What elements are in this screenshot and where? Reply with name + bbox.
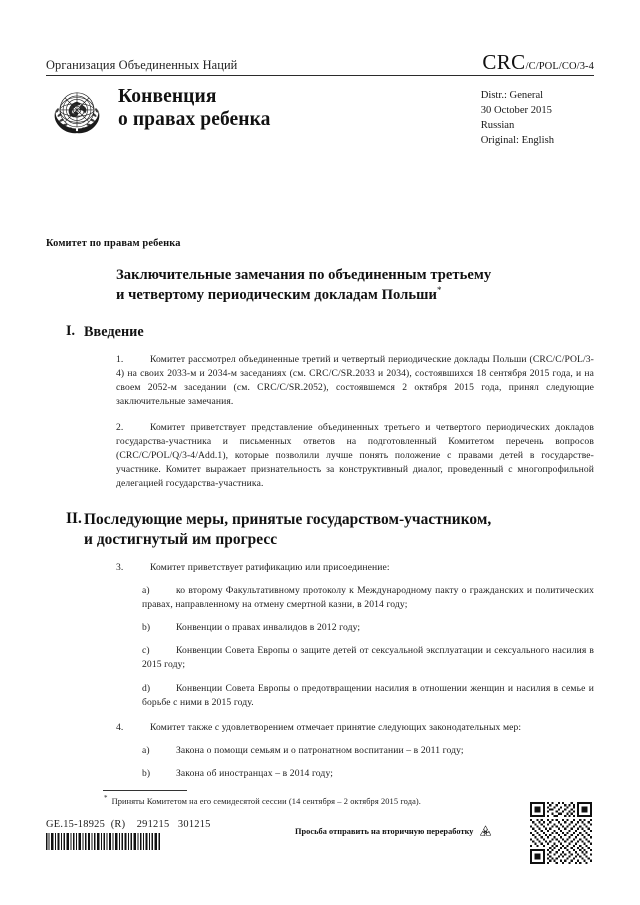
list-item-3d	[142, 682, 594, 710]
list-item-3d-text: Конвенции Совета Европы о предотвращении насилия в отношении женщин и насилия в семье и борьбе с ними в 2015 году.	[142, 682, 594, 708]
section-i-number: I.	[66, 323, 76, 340]
distribution-date: 30 October 2015	[480, 105, 552, 117]
document-symbol-main: CRC	[482, 50, 526, 74]
paragraph-4-number: 4.	[116, 722, 124, 734]
paragraph-1-number: 1.	[116, 353, 124, 365]
list-item-4b-letter: b)	[142, 768, 151, 780]
recycle-icon	[478, 824, 493, 839]
section-ii-label	[84, 510, 491, 550]
section-i-label: Введение	[84, 324, 144, 341]
list-item-3b-text: Конвенции о правах инвалидов в 2012 году;	[176, 622, 361, 634]
masthead-divider	[46, 75, 594, 76]
paragraph-2-number: 2.	[116, 421, 124, 433]
paragraph-2-text: Комитет приветствует представление объединенных третьего и четвертого периодических докладов государства-участника и письменных ответов на подготовленный Комитетом перечень вопросов (CRC/C/POL/Q/3-4/Add.1), которые позволили лучше понять положение с правами детей в государстве-участнике. Комитет выражает признательность за конструктивный диалог, проведенный с многопрофильной делегацией государства-участника.	[116, 421, 594, 490]
list-item-3b	[142, 621, 594, 635]
list-item-3a	[142, 584, 594, 612]
list-item-4b-text: Закона об иностранцах – в 2014 году;	[176, 768, 334, 780]
document-symbol-suffix: /C/POL/CO/3-4	[525, 61, 594, 72]
list-item-3c	[142, 644, 594, 672]
document-content	[46, 266, 594, 782]
list-item-4a-text: Закона о помощи семьям и о патронатном воспитании – в 2011 году;	[176, 745, 464, 757]
distribution-type: Distr.: General	[480, 90, 544, 101]
distribution-original: Original: English	[480, 135, 554, 147]
section-ii-label-line2: и достигнутый им прогресс	[84, 530, 278, 548]
list-item-4a	[142, 744, 594, 758]
title-footnote-marker: *	[436, 285, 442, 296]
job-number: GE.15-18925 (R) 291215 301215	[46, 819, 211, 830]
qr-code	[530, 802, 592, 864]
distribution-block	[481, 88, 594, 148]
distribution-language: Russian	[480, 120, 515, 132]
recycle-notice	[295, 824, 493, 839]
paragraph-1	[116, 353, 594, 410]
list-item-3d-letter: d)	[142, 682, 151, 694]
footnote	[104, 794, 574, 808]
list-item-3b-letter: b)	[142, 622, 151, 634]
footnote-separator	[103, 790, 187, 791]
list-item-4b	[142, 767, 594, 781]
organization-name: Организация Объединенных Наций	[46, 58, 238, 73]
recycle-text: Просьба отправить на вторичную переработку	[295, 827, 474, 836]
masthead	[46, 52, 594, 148]
barcode	[46, 833, 162, 850]
committee-name: Комитет по правам ребенка	[46, 238, 181, 249]
paragraph-4	[116, 721, 594, 735]
section-heading-i	[46, 323, 594, 341]
list-item-3a-letter: a)	[142, 584, 150, 596]
masthead-top-row	[46, 52, 594, 74]
paragraph-3-number: 3.	[116, 561, 124, 573]
document-title	[116, 266, 594, 305]
list-item-3c-text: Конвенции Совета Европы о защите детей от сексуальной эксплуатации и сексуального насилия в 2015 году;	[142, 645, 594, 671]
list-item-3c-letter: c)	[142, 645, 150, 657]
masthead-body-row	[46, 84, 594, 148]
list-item-3a-text: ко второму Факультативному протоколу к Международному пакту о гражданских и политических правах, направленному на отмену смертной казни, в 2014 году;	[142, 584, 594, 610]
convention-title	[118, 86, 271, 132]
convention-title-line1: Конвенция	[118, 86, 217, 107]
list-item-4a-letter: a)	[142, 745, 150, 757]
paragraph-1-text: Комитет рассмотрел объединенные третий и четвертый периодические доклады Польши (CRC/C/POL/3-4) на своих 2033-м и 2034-м заседаниях (см. CRC/C/SR.2033 и 2034), состоявшихся 18 сентября 2015 года, и на своем 2052-м заседании (см. CRC/C/SR.2052), состоявшемся 2 октября 2015 года, принял следующие заключительные замечания.	[116, 353, 594, 408]
un-emblem-icon	[46, 85, 108, 141]
footnote-marker: *	[104, 794, 108, 802]
emblem-and-title	[46, 84, 271, 141]
document-title-line2: и четвертому периодическим докладам Польши	[116, 287, 437, 304]
document-symbol	[482, 52, 594, 73]
document-title-line1: Заключительные замечания по объединенным третьему	[116, 267, 492, 283]
convention-title-line2: о правах ребенка	[118, 108, 271, 130]
section-ii-number: II.	[66, 509, 82, 527]
section-heading-ii	[46, 510, 594, 550]
section-ii-label-line1: Последующие меры, принятые государством-участником,	[84, 510, 492, 528]
paragraph-3	[116, 561, 594, 575]
paragraph-2	[116, 421, 594, 492]
paragraph-4-text: Комитет также с удовлетворением отмечает принятие следующих законодательных мер:	[150, 722, 522, 734]
paragraph-3-text: Комитет приветствует ратификацию или присоединение:	[150, 561, 390, 573]
footnote-text: Приняты Комитетом на его семидесятой сессии (14 сентября – 2 октября 2015 года).	[111, 796, 421, 806]
